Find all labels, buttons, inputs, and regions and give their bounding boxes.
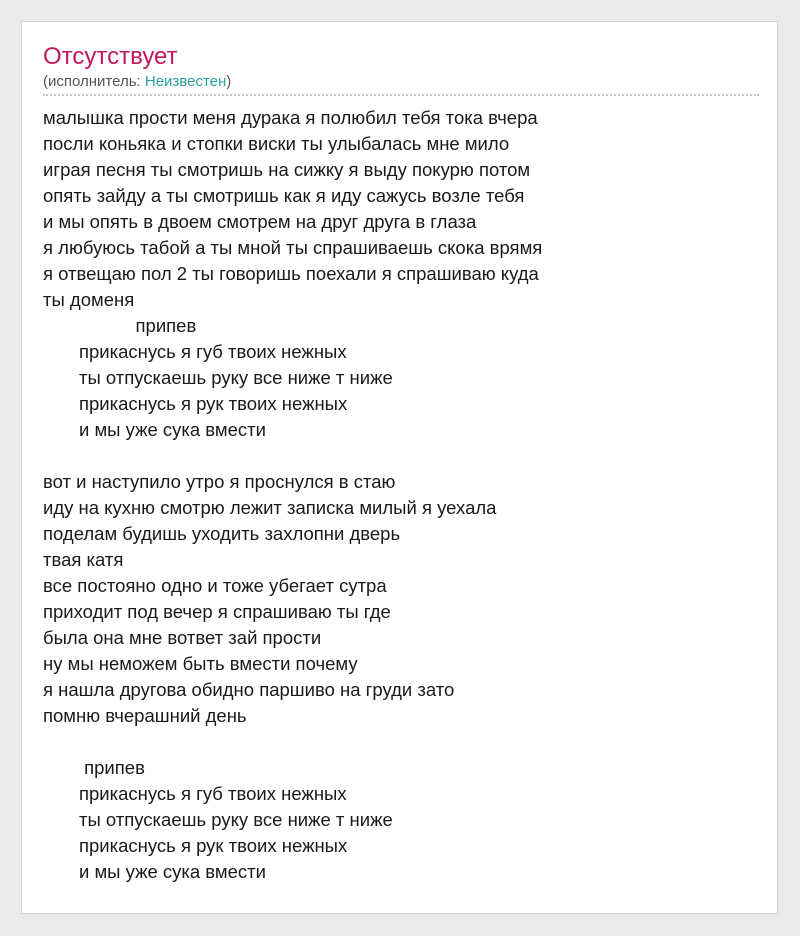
- lyric-line: все постояно одно и тоже убегает сутра: [43, 575, 387, 596]
- lyrics-card: [21, 21, 778, 914]
- lyric-line: [43, 729, 763, 755]
- lyric-line: малышка прости меня дурака я полюбил тебя тока вчера: [43, 107, 538, 128]
- lyric-line: и мы опять в двоем смотрем на друг друга в глаза: [43, 211, 477, 232]
- lyric-line: опять зайду а ты смотришь как я иду сажусь возле тебя: [43, 185, 525, 206]
- lyric-line: твая катя: [43, 549, 124, 570]
- lyric-line: [43, 443, 763, 469]
- lyric-line: и мы уже сука вмести: [43, 861, 266, 882]
- lyric-line: посли коньяка и стопки виски ты улыбалась мне мило: [43, 133, 510, 154]
- lyric-line: и мы уже сука вмести: [43, 419, 266, 440]
- artist-prefix: (исполнитель:: [43, 73, 145, 90]
- lyric-line: приходит под вечер я спрашиваю ты где: [43, 601, 391, 622]
- lyric-line: играя песня ты смотришь на сижку я выду покурю потом: [43, 159, 531, 180]
- song-title: Отсутствует: [43, 43, 178, 70]
- lyric-line: прикаснусь я рук твоих нежных: [43, 393, 348, 414]
- lyric-line: припев: [43, 757, 145, 778]
- lyric-line: ну мы неможем быть вмести почему: [43, 653, 358, 674]
- lyric-line: прикаснусь я рук твоих нежных: [43, 835, 348, 856]
- lyric-line: ты отпускаешь руку все ниже т ниже: [43, 367, 393, 388]
- lyric-line: прикаснусь я губ твоих нежных: [43, 341, 347, 362]
- lyric-line: я любуюсь табой а ты мной ты спрашиваешь скока врямя: [43, 237, 543, 258]
- artist-link[interactable]: Неизвестен: [144, 73, 227, 90]
- lyric-line: помню вчерашний день: [43, 705, 247, 726]
- lyric-line: ты отпускаешь руку все ниже т ниже: [43, 809, 393, 830]
- lyric-line: поделам будишь уходить захлопни дверь: [43, 523, 401, 544]
- lyric-line: прикаснусь я губ твоих нежных: [43, 783, 347, 804]
- lyric-line: я нашла другова обидно паршиво на груди зато: [43, 679, 455, 700]
- artist-suffix: ): [226, 73, 232, 90]
- title-divider: [43, 94, 759, 96]
- lyric-line: вот и наступило утро я проснулся в стаю: [43, 471, 396, 492]
- artist-line: [43, 73, 231, 91]
- lyrics-text: [43, 105, 763, 885]
- lyric-line: иду на кухню смотрю лежит записка милый я уехала: [43, 497, 497, 518]
- lyric-line: я отвещаю пол 2 ты говоришь поехали я спрашиваю куда: [43, 263, 539, 284]
- lyric-line: была она мне вответ зай прости: [43, 627, 322, 648]
- lyric-line: ты доменя: [43, 289, 135, 310]
- lyric-line: припев: [43, 315, 197, 336]
